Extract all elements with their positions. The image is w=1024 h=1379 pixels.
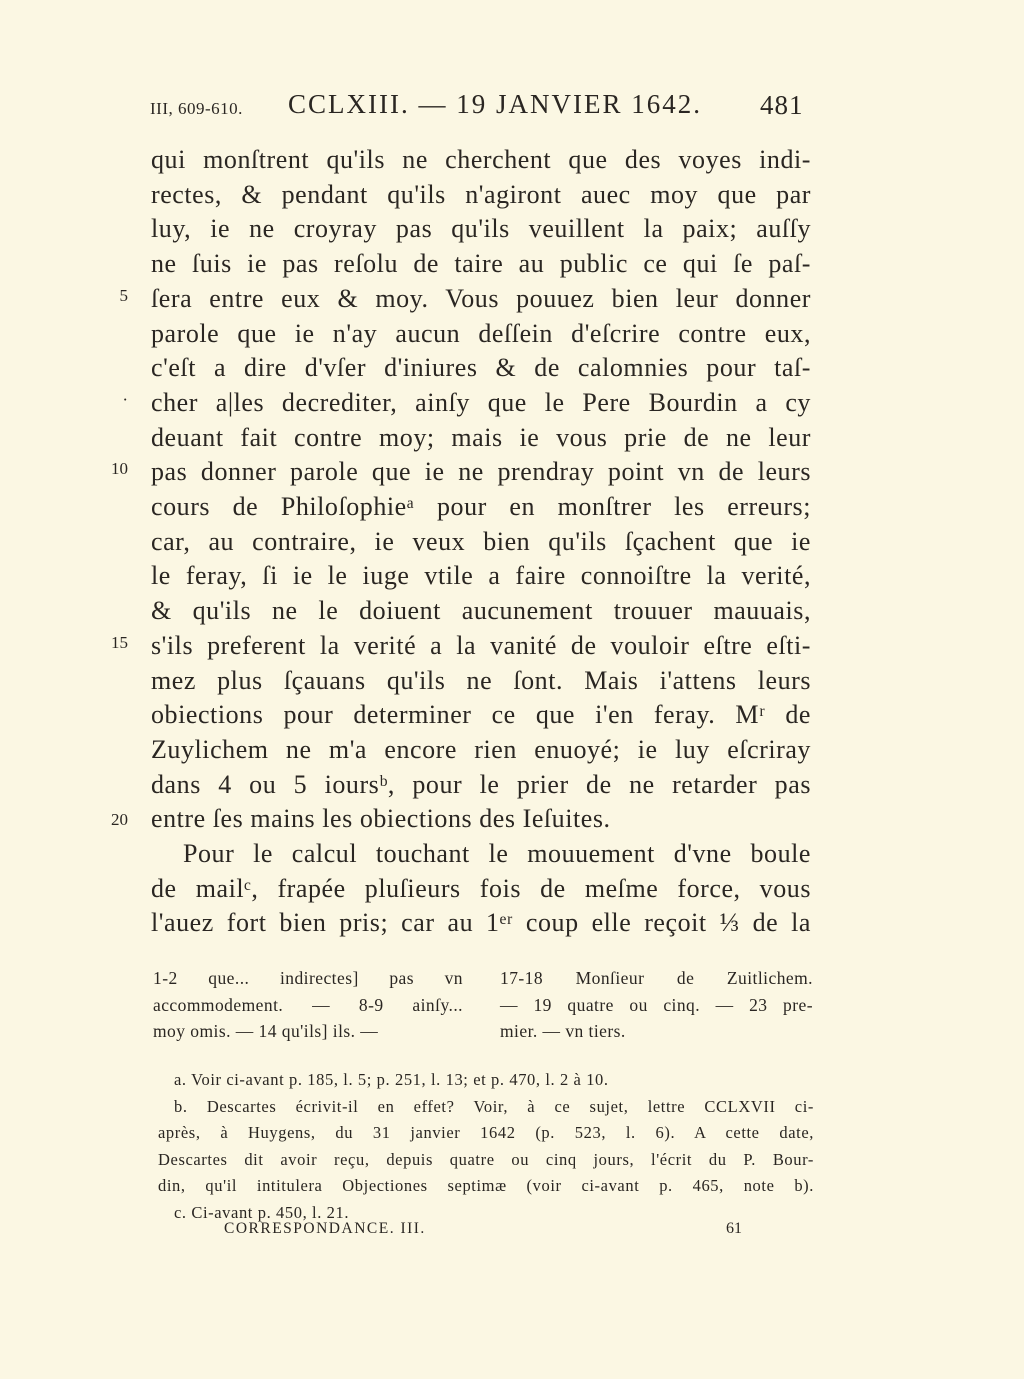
variant-line: mier. — vn tiers. (500, 1021, 626, 1041)
variant-line: accommodement. — 8-9 ainſy... (153, 994, 463, 1015)
line-number: 15 (111, 633, 128, 652)
footnote-b-continuation: din, qu'il intitulera Objectiones septimæ (voir ci-avant p. 465, note b). (158, 1176, 814, 1195)
variants-right-column (500, 965, 813, 1045)
variant-line: 1-2 que... indirectes] pas vn (153, 968, 463, 988)
text-line: l'auez fort bien pris; car au 1ᵉʳ coup elle reçoit ⅓ de la (151, 908, 811, 938)
letter-title: CCLXIII. — 19 JANVIER 1642. (288, 89, 702, 119)
line-number: 20 (111, 810, 128, 829)
footnote-b-continuation: après, à Huygens, du 31 janvier 1642 (p. 523, l. 6). A cette date, (158, 1123, 814, 1142)
text-line: pas donner parole que ie ne prendray point vn de leurs (151, 457, 811, 487)
variant-line: 17-18 Monſieur de Zuitlichem. (500, 968, 813, 988)
signature-mark: CORRESPONDANCE. III. (224, 1220, 426, 1237)
text-line: ne ſuis ie pas reſolu de taire au public ce qui ſe paſ- (151, 249, 811, 279)
signature-number: 61 (726, 1220, 742, 1237)
text-line: c'eſt a dire d'vſer d'iniures & de calomnies pour taſ- (151, 353, 811, 383)
volume-reference: III, 609-610. (150, 99, 243, 118)
text-line: s'ils preferent la verité a la vanité de vouloir eſtre eſti- (151, 630, 811, 660)
text-line: Zuylichem ne m'a encore rien enuoyé; ie luy eſcriray (151, 734, 811, 764)
text-line: ſera entre eux & moy. Vous pouuez bien leur donner (151, 283, 811, 313)
text-line: parole que ie n'ay aucun deſſein d'eſcrire contre eux, (151, 318, 811, 348)
footnotes (158, 1067, 814, 1226)
text-line: car, au contraire, ie veux bien qu'ils ſçachent que ie (151, 526, 811, 556)
text-line: cher a|les decrediter, ainſy que le Pere Bourdin a cy (151, 387, 811, 417)
text-line: luy, ie ne croyray pas qu'ils veuillent la paix; auſſy (151, 214, 811, 244)
text-line: cours de Philoſophieᵃ pour en monſtrer les erreurs; (151, 492, 811, 521)
text-line: mez plus ſçauans qu'ils ne ſont. Mais i'attens leurs (151, 665, 811, 695)
text-line: entre ſes mains les obiections des Ieſuites. (151, 804, 611, 834)
footnote-b-continuation: Descartes dit avoir reçu, depuis quatre ou cinq jours, l'écrit du P. Bour- (158, 1149, 814, 1169)
footnote-a: a. Voir ci-avant p. 185, l. 5; p. 251, l. 13; et p. 470, l. 2 à 10. (174, 1070, 609, 1089)
variant-line: — 19 quatre ou cinq. — 23 pre- (500, 994, 813, 1015)
variant-line: moy omis. — 14 qu'ils] ils. — (153, 1021, 379, 1041)
text-line: de mailᶜ, frapée pluſieurs fois de meſme force, vous (151, 873, 811, 903)
line-number: · (122, 390, 128, 409)
line-number: 5 (119, 286, 128, 305)
text-line: obiections pour determiner ce que i'en feray. Mʳ de (151, 700, 811, 730)
text-line: Pour le calcul touchant le mouuement d'vne boule (183, 839, 811, 868)
line-number: 10 (111, 459, 128, 478)
footnote-b: b. Descartes écrivit-il en effet? Voir, à ce sujet, lettre CCLXVII ci- (174, 1096, 814, 1116)
text-line: deuant fait contre moy; mais ie vous prie de ne leur (151, 422, 811, 452)
text-line: qui monſtrent qu'ils ne cherchent que des voyes indi- (151, 145, 811, 174)
text-line: & qu'ils ne le doiuent aucunement trouuer mauuais, (151, 596, 811, 626)
variants-left-column (153, 965, 463, 1045)
text-line: le feray, ſi ie le iuge vtile a faire connoiſtre la verité, (151, 561, 811, 591)
footnote-c: c. Ci-avant p. 450, l. 21. (174, 1202, 350, 1222)
text-line: dans 4 ou 5 ioursᵇ, pour le prier de ne retarder pas (151, 769, 811, 799)
text-line: rectes, & pendant qu'ils n'agiront auec moy que par (151, 179, 811, 209)
page-number: 481 (760, 90, 804, 120)
